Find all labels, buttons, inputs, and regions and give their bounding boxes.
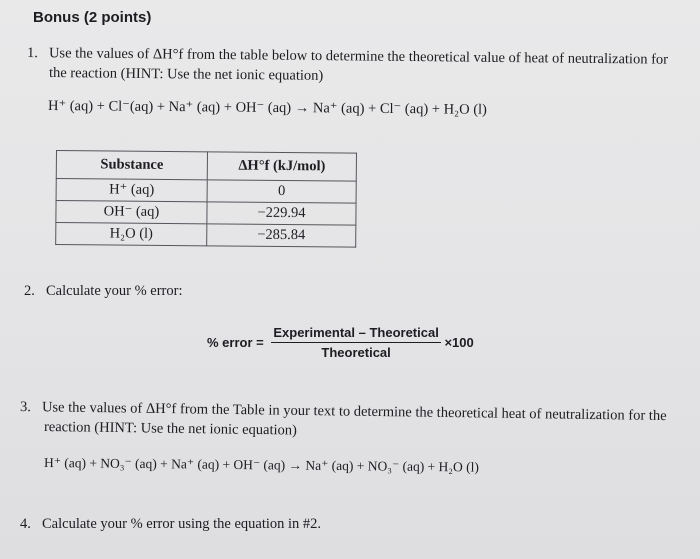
formula-multiplier: ×100: [444, 335, 474, 350]
formula-denominator: Theoretical: [321, 345, 391, 360]
table-header-substance: Substance: [56, 151, 207, 180]
table-header-enthalpy: ΔH°f (kJ/mol): [207, 152, 356, 181]
question-2-number: 2.: [24, 283, 35, 299]
table-row: [56, 179, 356, 204]
question-4-number: 4.: [20, 516, 31, 532]
table-cell: OH⁻ (aq): [56, 201, 207, 224]
question-1-number: 1.: [26, 45, 38, 62]
table-cell: H⁺ (aq): [56, 179, 207, 202]
table-header-row: [56, 151, 356, 182]
question-3-line-2: reaction (HINT: Use the net ionic equation): [43, 419, 298, 439]
table-cell: H₂O (l): [56, 223, 207, 246]
formula-label: % error =: [207, 335, 264, 350]
question-1-line-1: Use the values of ΔH°f from the table below to determine the theoretical value of heat of neutralization for: [48, 45, 669, 68]
question-4-text: [20, 516, 321, 533]
table-cell: 0: [207, 180, 356, 203]
enthalpy-table: [55, 150, 357, 248]
percent-error-formula: [207, 325, 474, 360]
question-2-label: Calculate your % error:: [46, 283, 183, 299]
bonus-title: Bonus (2 points): [33, 9, 152, 26]
table-row: [56, 223, 356, 248]
formula-numerator: Experimental – Theoretical: [271, 325, 440, 343]
question-2-text: [24, 283, 182, 300]
question-3-equation: H⁺ (aq) + NO₃⁻ (aq) + Na⁺ (aq) + OH⁻ (aq) → Na⁺ (aq) + NO₃⁻ (aq) + H₂O (l): [43, 455, 479, 475]
question-3-number: 3.: [19, 399, 31, 416]
question-1-line-2: the reaction (HINT: Use the net ionic equation): [48, 65, 324, 84]
formula-fraction: [271, 325, 440, 360]
question-3-line-1: Use the values of ΔH°f from the Table in your text to determine the theoretical heat of neutralization for the: [41, 399, 667, 425]
table-cell: −285.84: [207, 224, 356, 247]
question-4-label: Calculate your % error using the equation in #2.: [42, 516, 322, 532]
table-cell: −229.94: [207, 202, 356, 225]
question-1-equation: H⁺ (aq) + Cl⁻(aq) + Na⁺ (aq) + OH⁻ (aq) → Na⁺ (aq) + Cl⁻ (aq) + H₂O (l): [47, 98, 487, 118]
table-row: [56, 201, 356, 226]
